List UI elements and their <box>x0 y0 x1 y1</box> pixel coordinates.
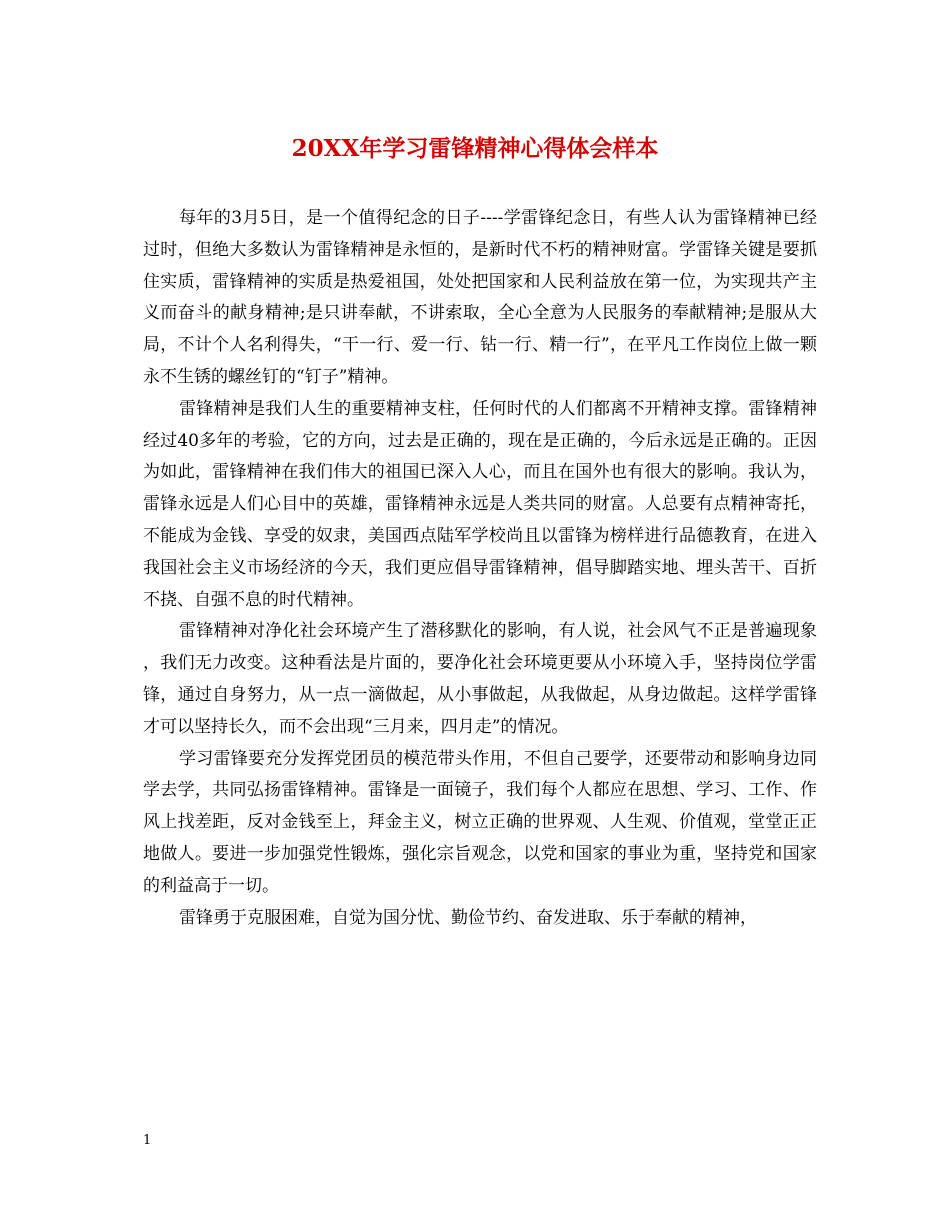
paragraph-5: 雷锋勇于克服困难，自觉为国分忧、勤俭节约、奋发进取、乐于奉献的精神， <box>179 907 757 928</box>
paragraph-1: 每年的3月5日，是一个值得纪念的日子----学雷锋纪念日，有些人认为雷锋精神已经过时，但绝大多数认为雷锋精神是永恒的，是新时代不朽的精神财富。学雷锋关键是要抓住实质，雷锋精神的实质是热爱祖国，处处把国家和人民利益放在第一位，为实现共产主义而奋斗的献身精神;是只讲奉献，不讲索取，全心全意为人民服务的奉献精神;是服从大局，不计个人名利得失，“干一行、爱一行、钻一行、精一行”，在平凡工作岗位上做一颗永不生锈的螺丝钉的“钉子”精神。 <box>143 208 817 387</box>
page-number: 1 <box>143 1133 152 1148</box>
paragraph-2: 雷锋精神是我们人生的重要精神支柱，任何时代的人们都离不开精神支撑。雷锋精神经过40多年的考验，它的方向，过去是正确的，现在是正确的，今后永远是正确的。正因为如此，雷锋精神在我们伟大的祖国已深入人心，而且在国外也有很大的影响。我认为，雷锋永远是人们心目中的英雄，雷锋精神永远是人类共同的财富。人总要有点精神寄托，不能成为金钱、享受的奴隶，美国西点陆军学校尚且以雷锋为榜样进行品德教育，在进入我国社会主义市场经济的今天，我们更应倡导雷锋精神，倡导脚踏实地、埋头苦干、百折不挠、自强不息的时代精神。 <box>143 398 817 610</box>
document-title: 20XX年学习雷锋精神心得体会样本 <box>291 135 659 162</box>
paragraph-3: 雷锋精神对净化社会环境产生了潜移默化的影响，有人说，社会风气不正是普遍现象，我们无力改变。这种看法是片面的，要净化社会环境更要从小环境入手，坚持岗位学雷锋，通过自身努力，从一点一滴做起，从小事做起，从我做起，从身边做起。这样学雷锋才可以坚持长久，而不会出现“三月来，四月走”的情况。 <box>143 621 817 737</box>
paragraph-4: 学习雷锋要充分发挥党团员的模范带头作用，不但自己要学，还要带动和影响身边同学去学，共同弘扬雷锋精神。雷锋是一面镜子，我们每个人都应在思想、学习、工作、作风上找差距，反对金钱至上，拜金主义，树立正确的世界观、人生观、价值观，堂堂正正地做人。要进一步加强党性锻炼，强化宗旨观念，以党和国家的事业为重，坚持党和国家的利益高于一切。 <box>143 748 817 896</box>
document-body <box>143 203 817 934</box>
